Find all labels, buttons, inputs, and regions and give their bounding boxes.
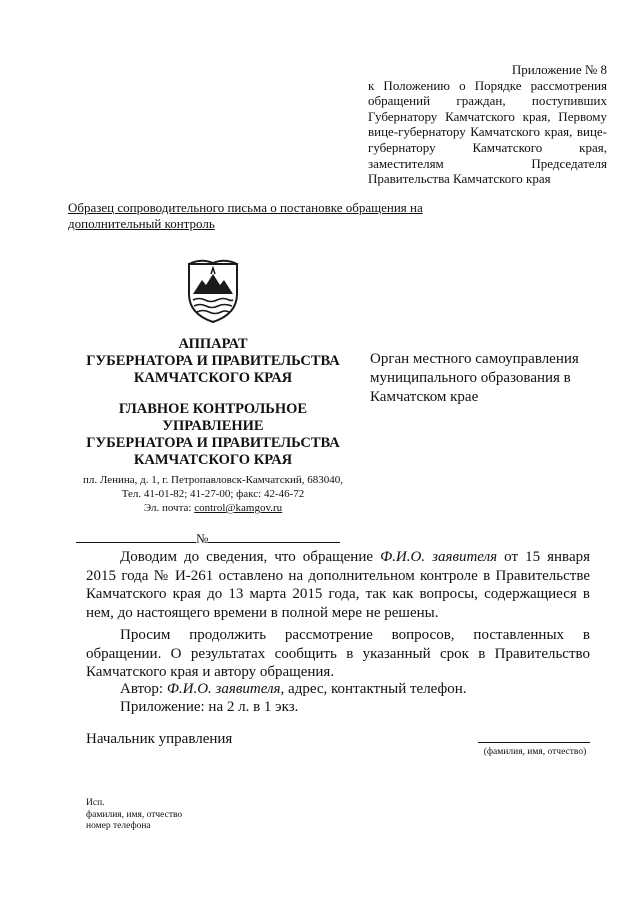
email-label: Эл. почта: [143, 502, 192, 514]
org-line-2: ГУБЕРНАТОРА И ПРАВИТЕЛЬСТВА [86, 353, 340, 369]
dept-line-1: ГЛАВНОЕ КОНТРОЛЬНОЕ [118, 401, 308, 417]
sender-email-row [80, 501, 346, 515]
executor-block [86, 798, 182, 833]
signature-hint: (фамилия, имя, отчество) [483, 747, 587, 757]
appendix-block [368, 62, 607, 187]
number-sign: № [196, 531, 209, 546]
dept-line-2: УПРАВЛЕНИЕ [162, 418, 264, 434]
p3-text-a: Автор: [120, 681, 167, 697]
appendix-text: к Положению о Порядке рассмотрения обращений граждан, поступивших Губернатору Камчатского края, Первому вице-губернатору Камчатского края, вице-губернатору Камчатского края, заместителям Председателя Правительства Камчатского края [368, 77, 607, 187]
p1-applicant-name: Ф.И.О. заявителя [380, 549, 498, 565]
body-paragraph-1 [86, 548, 590, 622]
dept-line-4: КАМЧАТСКОГО КРАЯ [133, 452, 293, 468]
executor-label: Исп. [86, 798, 105, 808]
executor-phone: номер телефона [86, 821, 151, 831]
recipient-block: Орган местного самоуправления муниципального образования в Камчатском крае [370, 351, 579, 405]
org-line-1: АППАРАТ [178, 336, 248, 352]
organization-name [80, 336, 346, 387]
p1-text-a: Доводим до сведения, что обращение [120, 549, 381, 565]
sender-phones: Тел. 41-01-82; 41-27-00; факс: 42-46-72 [121, 488, 305, 500]
org-line-3: КАМЧАТСКОГО КРАЯ [133, 370, 293, 386]
dept-line-3: ГУБЕРНАТОРА И ПРАВИТЕЛЬСТВА [86, 435, 340, 451]
body-paragraph-4: Приложение: на 2 л. в 1 экз. [120, 699, 299, 715]
body-paragraph-2: Просим продолжить рассмотрение вопросов, поставленных в обращении. О результатах сообщить в указанный срок в Правительство Камчатского края и автору обращения. [86, 627, 590, 680]
body-paragraph-3 [86, 680, 590, 699]
appendix-title: Приложение № 8 [511, 62, 607, 77]
sender-contacts [80, 473, 346, 515]
p1-text-b: от 15 января 2015 года № И-261 оставлено на дополнительном контроле в Правительстве Камчатского края до 13 марта 2015 года, так как вопросы, содержащиеся в нем, до настоящего времени в полной мере не решены. [86, 549, 590, 621]
email-link[interactable]: control@kamgov.ru [194, 502, 283, 514]
coat-of-arms-icon [185, 258, 241, 324]
executor-name: фамилия, имя, отчество [86, 809, 183, 820]
p3-applicant-name: Ф.И.О. заявителя [166, 681, 281, 697]
number-blank [208, 530, 340, 543]
signature-line [478, 742, 590, 743]
sender-address: пл. Ленина, д. 1, г. Петропавловск-Камчатский, 683040, [82, 474, 343, 486]
date-blank [76, 530, 196, 543]
registration-line [76, 530, 350, 547]
sample-title: Образец сопроводительного письма о постановке обращения на дополнительный контроль [68, 200, 423, 231]
p3-text-b: , адрес, контактный телефон. [280, 681, 467, 697]
department-name [80, 401, 346, 469]
signer-position: Начальник управления [86, 731, 233, 747]
